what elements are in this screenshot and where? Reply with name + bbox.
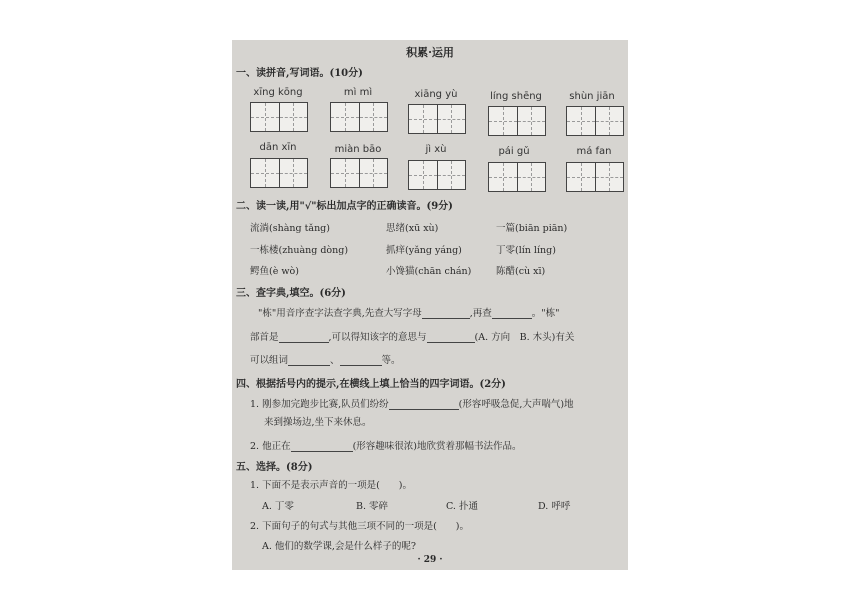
writing-grid[interactable] <box>408 160 466 190</box>
text: ,再查 <box>469 308 492 319</box>
text: 2. 他正在 <box>250 441 291 452</box>
idiom-question-1-cont: 来到操场边,坐下来休息。 <box>264 417 372 428</box>
writing-grid[interactable] <box>250 158 308 188</box>
answer-blank[interactable] <box>279 332 329 343</box>
choice-option-d[interactable]: D. 呼呼 <box>538 501 571 512</box>
pinyin-label: jì xù <box>425 144 447 155</box>
section-3-heading: 三、查字典,填空。(6分) <box>236 288 346 299</box>
text: 部首是 <box>250 332 279 343</box>
reading-item[interactable]: 丁零(lín líng) <box>496 245 556 256</box>
dictionary-line-3 <box>250 352 401 366</box>
reading-item[interactable]: 一篇(biān piān) <box>496 223 568 234</box>
pinyin-label: shùn jiān <box>569 91 615 102</box>
writing-grid[interactable] <box>330 158 388 188</box>
choice-option-b[interactable]: B. 零碎 <box>356 501 389 512</box>
dictionary-line-1 <box>258 305 560 319</box>
pinyin-label: dān xīn <box>259 142 297 153</box>
text: 。"栋" <box>531 308 560 319</box>
dictionary-line-2 <box>250 329 574 343</box>
writing-grid[interactable] <box>408 104 466 134</box>
text: 1. 刚参加完跑步比赛,队员们纷纷 <box>250 399 389 410</box>
text: 可以组词 <box>250 355 289 366</box>
section-2-heading: 二、读一读,用"√"标出加点字的正确读音。(9分) <box>236 201 453 212</box>
pinyin-label: pái gǔ <box>498 146 530 157</box>
pinyin-label: mì mì <box>343 87 373 98</box>
section-4-heading: 四、根据括号内的提示,在横线上填上恰当的四字词语。(2分) <box>236 379 506 390</box>
section-5-heading: 五、选择。(8分) <box>236 462 313 473</box>
text: "栋"用音序查字法查字典,先查大写字母 <box>258 308 422 319</box>
text: (形容趣味很浓)地欣赏着那幅书法作品。 <box>352 441 522 452</box>
reading-item[interactable]: 陈醋(cù xī) <box>496 266 546 277</box>
idiom-question-2 <box>250 438 522 452</box>
writing-grid[interactable] <box>488 162 546 192</box>
choice-option-c[interactable]: C. 扑通 <box>446 501 478 512</box>
reading-item[interactable]: 抓痒(yǎng yáng) <box>386 245 462 256</box>
reading-item[interactable]: 小馋猫(chān chán) <box>386 266 472 277</box>
choice-question-1: 1. 下面不是表示声音的一项是( )。 <box>250 480 412 491</box>
text: 等。 <box>381 355 401 366</box>
idiom-question-1 <box>250 396 574 410</box>
reading-item[interactable]: 一栋楼(zhuàng dòng) <box>250 245 349 256</box>
answer-blank[interactable] <box>291 441 353 452</box>
pinyin-label: má fan <box>576 146 612 157</box>
text: (A. 方向 B. 木头)有关 <box>474 332 575 343</box>
reading-item[interactable]: 流淌(shàng tǎng) <box>250 223 330 234</box>
writing-grid[interactable] <box>330 102 388 132</box>
writing-grid[interactable] <box>488 106 546 136</box>
choice-question-2: 2. 下面句子的句式与其他三项不同的一项是( )。 <box>250 521 469 532</box>
answer-blank[interactable] <box>340 355 382 366</box>
reading-item[interactable]: 鳄鱼(è wò) <box>250 266 299 277</box>
writing-grid[interactable] <box>566 162 624 192</box>
text: (形容呼吸急促,大声喘气)地 <box>458 399 574 410</box>
answer-blank[interactable] <box>427 332 475 343</box>
pinyin-label: xīng kōng <box>253 87 303 98</box>
writing-grid[interactable] <box>566 106 624 136</box>
page-title: 积累·运用 <box>406 46 454 59</box>
answer-blank[interactable] <box>492 308 532 319</box>
reading-item[interactable]: 思绪(xū xù) <box>386 223 439 234</box>
pinyin-label: miàn bāo <box>334 144 382 155</box>
text: 、 <box>330 355 340 366</box>
text: ,可以得知该字的意思与 <box>328 332 427 343</box>
answer-blank[interactable] <box>288 355 330 366</box>
pinyin-label: xiāng yù <box>414 89 458 100</box>
writing-grid[interactable] <box>250 102 308 132</box>
choice-option-a[interactable]: A. 丁零 <box>262 501 294 512</box>
answer-blank[interactable] <box>422 308 470 319</box>
worksheet-photo <box>232 40 628 570</box>
choice-option-a[interactable]: A. 他们的数学课,会是什么样子的呢? <box>262 541 417 552</box>
page-number: · 29 · <box>417 555 443 565</box>
pinyin-label: líng shēng <box>490 91 542 102</box>
section-1-heading: 一、读拼音,写词语。(10分) <box>236 68 363 79</box>
answer-blank[interactable] <box>389 399 459 410</box>
